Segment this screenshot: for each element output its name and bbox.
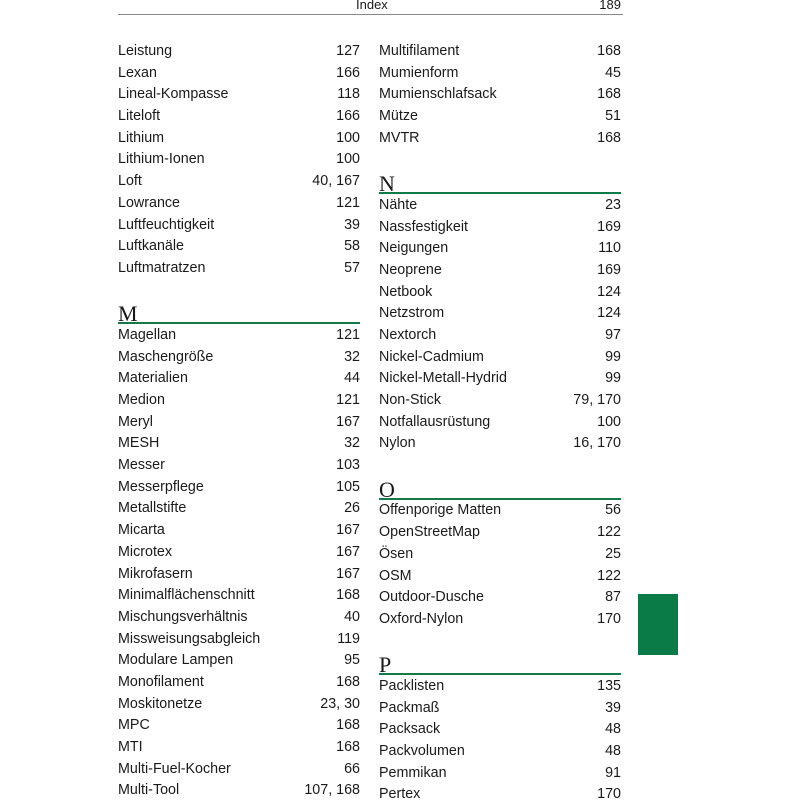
index-term: Messer xyxy=(118,457,165,474)
index-pages: 166 xyxy=(336,64,360,81)
index-entry xyxy=(379,106,621,128)
index-pages: 168 xyxy=(597,86,621,103)
index-entry xyxy=(379,719,621,741)
index-term: Mumienform xyxy=(379,64,459,81)
index-pages: 26 xyxy=(344,500,360,517)
index-pages: 32 xyxy=(344,348,360,365)
index-term: Neoprene xyxy=(379,261,442,278)
index-term: Maschengröße xyxy=(118,348,214,365)
index-term: Neigungen xyxy=(379,240,449,257)
index-term: Medion xyxy=(118,392,165,408)
entry-list-n xyxy=(379,195,621,455)
index-entry xyxy=(379,282,621,304)
index-entry xyxy=(118,433,360,455)
index-pages: 100 xyxy=(336,151,360,168)
index-pages: 168 xyxy=(336,739,360,755)
index-entry xyxy=(379,566,621,588)
index-entry xyxy=(118,694,360,716)
index-term: Meryl xyxy=(118,413,153,430)
index-pages: 95 xyxy=(344,652,360,669)
index-entry xyxy=(118,585,360,607)
index-pages: 32 xyxy=(344,435,360,452)
index-term: Packsack xyxy=(379,721,441,738)
index-entry xyxy=(118,106,360,128)
index-pages: 121 xyxy=(336,194,360,211)
index-term: Luftkanäle xyxy=(118,238,184,255)
section-letter-m: M xyxy=(118,301,360,324)
index-pages: 169 xyxy=(597,261,621,278)
index-entry xyxy=(118,498,360,520)
index-term: Metallstifte xyxy=(118,500,187,517)
index-term: Multifilament xyxy=(379,43,460,59)
section-gap xyxy=(118,280,360,302)
index-term: Lexan xyxy=(118,64,157,81)
section-gap xyxy=(379,149,621,171)
index-entry xyxy=(118,215,360,237)
index-term: MTI xyxy=(118,739,143,755)
index-pages: 119 xyxy=(337,630,360,647)
index-entry xyxy=(379,325,621,347)
index-pages: 100 xyxy=(336,129,360,146)
index-pages: 169 xyxy=(597,218,621,235)
index-entry xyxy=(379,522,621,544)
index-term: Netbook xyxy=(379,283,433,300)
index-entry xyxy=(118,41,360,63)
index-entry xyxy=(118,368,360,390)
index-entry xyxy=(379,238,621,260)
index-entry xyxy=(118,347,360,369)
index-pages: 168 xyxy=(597,129,621,146)
page-number: 189 xyxy=(599,0,621,12)
index-pages: 23, 30 xyxy=(320,695,360,712)
index-entry xyxy=(118,455,360,477)
index-pages: 44 xyxy=(344,370,360,387)
index-pages: 135 xyxy=(597,677,621,694)
index-entry xyxy=(379,217,621,239)
index-term: Ösen xyxy=(379,545,414,562)
entry-list-l xyxy=(118,41,360,280)
index-term: Nextorch xyxy=(379,326,437,343)
index-pages: 168 xyxy=(336,717,360,734)
index-entry xyxy=(118,193,360,215)
index-entry xyxy=(118,63,360,85)
index-pages: 122 xyxy=(597,524,621,541)
index-pages: 170 xyxy=(597,786,621,803)
index-term: Packmaß xyxy=(379,699,440,716)
index-pages: 121 xyxy=(336,392,360,408)
index-entry xyxy=(118,607,360,629)
index-term: Nähte xyxy=(379,196,418,213)
index-pages: 167 xyxy=(336,522,360,539)
index-term: Luftfeuchtigkeit xyxy=(118,216,215,233)
index-term: Monofilament xyxy=(118,673,204,690)
index-entry xyxy=(118,737,360,759)
index-entry xyxy=(118,629,360,651)
index-entry xyxy=(118,171,360,193)
index-entry xyxy=(118,390,360,412)
index-term: Messerpflege xyxy=(118,478,204,495)
index-pages: 170 xyxy=(597,610,621,627)
index-term: MPC xyxy=(118,717,150,734)
index-entry xyxy=(379,128,621,150)
index-term: Pemmikan xyxy=(379,764,447,781)
index-term: Offenporige Matten xyxy=(379,502,502,519)
index-entry xyxy=(379,676,621,698)
index-pages: 122 xyxy=(597,567,621,584)
index-pages: 167 xyxy=(336,565,360,582)
entry-list-m-cont xyxy=(379,41,621,149)
section-letter-n: N xyxy=(379,171,621,194)
index-term: Minimalflächenschnitt xyxy=(118,587,255,604)
index-term: Lineal-Kompasse xyxy=(118,86,229,103)
index-entry xyxy=(379,84,621,106)
index-entry xyxy=(118,650,360,672)
index-column-right xyxy=(379,41,621,806)
index-pages: 23 xyxy=(605,196,621,213)
index-term: Outdoor-Dusche xyxy=(379,589,484,606)
index-entry xyxy=(118,672,360,694)
chapter-thumb-tab xyxy=(638,594,678,655)
index-entry xyxy=(379,698,621,720)
index-pages: 127 xyxy=(336,43,360,59)
index-entry xyxy=(379,544,621,566)
index-pages: 25 xyxy=(605,545,621,562)
index-pages: 79, 170 xyxy=(573,392,621,408)
index-term: Microtex xyxy=(118,543,173,560)
index-term: OSM xyxy=(379,567,412,584)
index-term: Multi-Tool xyxy=(118,782,180,799)
index-pages: 105 xyxy=(336,478,360,495)
index-term: Nickel-Metall-Hydrid xyxy=(379,370,507,387)
index-entry xyxy=(118,477,360,499)
index-pages: 167 xyxy=(336,543,360,560)
index-pages: 57 xyxy=(344,259,360,276)
index-pages: 121 xyxy=(336,326,360,343)
index-pages: 110 xyxy=(598,240,621,257)
index-entry xyxy=(118,325,360,347)
index-entry xyxy=(118,258,360,280)
index-pages: 66 xyxy=(344,760,360,777)
index-term: Packvolumen xyxy=(379,743,465,759)
entry-list-p xyxy=(379,676,621,806)
index-pages: 167 xyxy=(336,413,360,430)
index-term: Nylon xyxy=(379,435,416,452)
index-entry xyxy=(379,303,621,325)
index-term: Mischungsverhältnis xyxy=(118,608,248,625)
index-pages: 168 xyxy=(336,587,360,604)
index-entry xyxy=(379,500,621,522)
index-entry xyxy=(379,763,621,785)
index-term: Magellan xyxy=(118,326,177,343)
index-pages: 168 xyxy=(336,673,360,690)
index-pages: 166 xyxy=(336,108,360,125)
index-entry xyxy=(379,587,621,609)
index-pages: 103 xyxy=(336,457,360,474)
index-entry xyxy=(379,433,621,455)
index-pages: 124 xyxy=(597,283,621,300)
entry-list-m xyxy=(118,325,360,802)
index-pages: 107, 168 xyxy=(304,782,360,799)
index-pages: 48 xyxy=(605,721,621,738)
index-pages: 56 xyxy=(605,502,621,519)
index-entry xyxy=(118,149,360,171)
index-entry xyxy=(118,412,360,434)
index-pages: 58 xyxy=(344,238,360,255)
index-entry xyxy=(379,195,621,217)
index-entry xyxy=(379,347,621,369)
index-entry xyxy=(379,741,621,763)
index-term: Liteloft xyxy=(118,108,161,125)
index-term: Nickel-Cadmium xyxy=(379,348,484,365)
index-entry xyxy=(379,63,621,85)
index-pages: 97 xyxy=(605,326,621,343)
index-term: Multi-Fuel-Kocher xyxy=(118,760,231,777)
index-pages: 124 xyxy=(597,305,621,322)
index-pages: 91 xyxy=(605,764,621,781)
section-gap xyxy=(379,455,621,477)
index-column-left xyxy=(118,41,360,802)
index-pages: 100 xyxy=(597,413,621,430)
index-term: Luftmatratzen xyxy=(118,259,206,276)
index-pages: 40 xyxy=(344,608,360,625)
index-entry xyxy=(118,715,360,737)
index-pages: 16, 170 xyxy=(573,435,621,452)
index-entry xyxy=(118,520,360,542)
index-pages: 39 xyxy=(605,699,621,716)
index-entry xyxy=(118,84,360,106)
index-term: Nassfestigkeit xyxy=(379,218,468,235)
index-term: Non-Stick xyxy=(379,392,441,408)
header-title: Index xyxy=(356,0,388,12)
running-header xyxy=(118,0,623,15)
index-term: Mütze xyxy=(379,108,418,125)
index-entry xyxy=(379,412,621,434)
section-letter-p: P xyxy=(379,652,621,675)
index-pages: 99 xyxy=(605,370,621,387)
index-term: Packlisten xyxy=(379,677,445,694)
index-term: Lithium-Ionen xyxy=(118,151,205,168)
index-pages: 48 xyxy=(605,743,621,759)
index-pages: 40, 167 xyxy=(312,173,360,190)
index-entry xyxy=(118,542,360,564)
index-term: OpenStreetMap xyxy=(379,524,480,541)
index-pages: 45 xyxy=(605,64,621,81)
index-term: Mikrofasern xyxy=(118,565,193,582)
entry-list-o xyxy=(379,500,621,630)
index-entry xyxy=(118,128,360,150)
index-pages: 118 xyxy=(337,86,360,103)
index-term: Micarta xyxy=(118,522,165,539)
index-term: Materialien xyxy=(118,370,188,387)
index-entry xyxy=(118,236,360,258)
index-entry xyxy=(379,368,621,390)
index-entry xyxy=(379,390,621,412)
index-term: Modulare Lampen xyxy=(118,652,234,669)
index-term: Moskitonetze xyxy=(118,695,203,712)
index-entry xyxy=(379,609,621,631)
section-gap xyxy=(379,631,621,653)
index-entry xyxy=(118,780,360,802)
index-pages: 51 xyxy=(605,108,621,125)
index-term: Lithium xyxy=(118,129,165,146)
index-pages: 39 xyxy=(344,216,360,233)
index-entry xyxy=(118,759,360,781)
index-term: Loft xyxy=(118,173,142,190)
index-term: MVTR xyxy=(379,129,420,146)
index-term: Mumienschlafsack xyxy=(379,86,497,103)
index-term: Notfallausrüstung xyxy=(379,413,491,430)
index-entry xyxy=(379,41,621,63)
index-entry xyxy=(379,784,621,806)
index-term: Leistung xyxy=(118,43,173,59)
index-term: Pertex xyxy=(379,786,421,803)
index-term: MESH xyxy=(118,435,160,452)
index-term: Oxford-Nylon xyxy=(379,610,464,627)
section-letter-o: O xyxy=(379,477,621,500)
index-pages: 168 xyxy=(597,43,621,59)
index-term: Missweisungsabgleich xyxy=(118,630,261,647)
index-entry xyxy=(379,260,621,282)
index-pages: 99 xyxy=(605,348,621,365)
index-entry xyxy=(118,564,360,586)
index-term: Lowrance xyxy=(118,194,180,211)
index-term: Netzstrom xyxy=(379,305,445,322)
index-pages: 87 xyxy=(605,589,621,606)
